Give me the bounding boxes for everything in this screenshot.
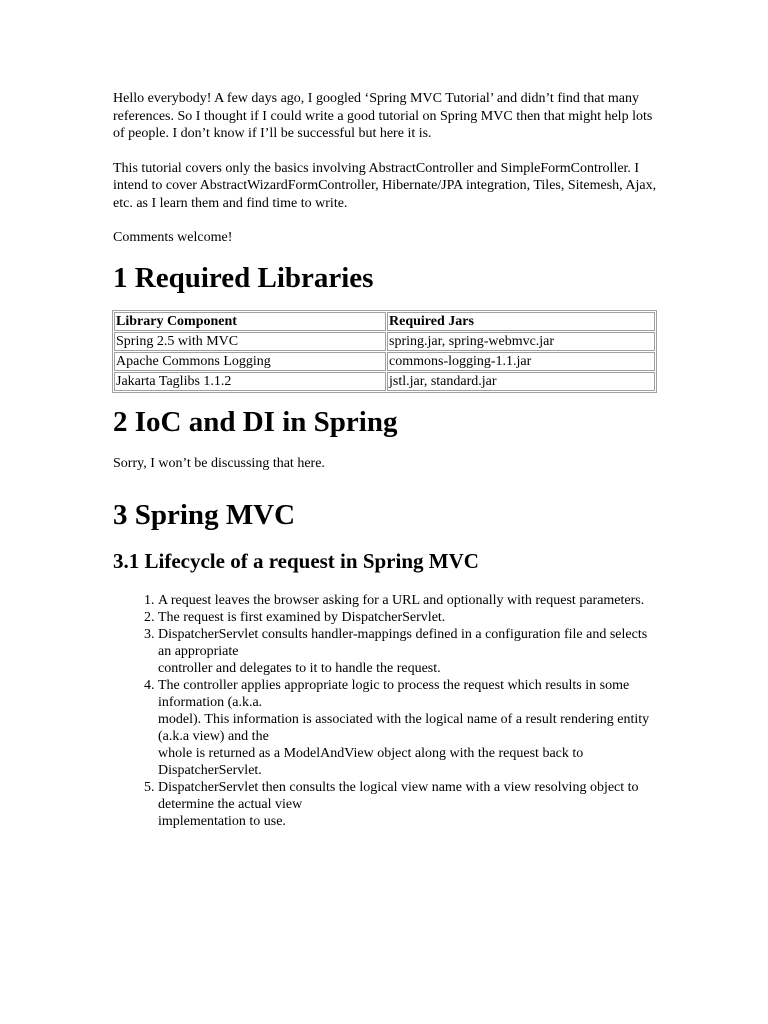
table-cell: Jakarta Taglibs 1.1.2 — [114, 372, 386, 391]
table-row — [114, 372, 655, 391]
list-item-text: A request leaves the browser asking for a URL and optionally with request parameters. — [158, 593, 645, 608]
list-item — [158, 626, 658, 677]
list-item — [158, 609, 658, 626]
libraries-table — [112, 310, 657, 393]
table-cell: commons-logging-1.1.jar — [387, 352, 655, 371]
lifecycle-list — [113, 592, 658, 830]
heading-ioc-di: 2 IoC and DI in Spring — [113, 405, 398, 438]
table-header-cell: Required Jars — [387, 312, 655, 331]
table-cell: Apache Commons Logging — [114, 352, 386, 371]
list-item — [158, 592, 658, 609]
heading-spring-mvc: 3 Spring MVC — [113, 499, 296, 531]
table-cell: jstl.jar, standard.jar — [387, 372, 655, 391]
list-item-text: DispatcherServlet then consults the logical view name with a view resolving object to determine the actual view — [158, 780, 639, 812]
list-item-text: The request is first examined by DispatcherServlet. — [158, 610, 446, 625]
ioc-paragraph: Sorry, I won’t be discussing that here. — [113, 455, 325, 471]
intro-paragraph-2: This tutorial covers only the basics involving AbstractController and SimpleFormController. I intend to cover AbstractWizardFormController, Hibernate/JPA integration, Tiles, Sitemesh, Ajax, etc. as I learn them and find time to write. — [113, 160, 657, 211]
document-page — [113, 90, 658, 830]
intro-paragraph-1: Hello everybody! A few days ago, I googled ‘Spring MVC Tutorial’ and didn’t find that many references. So I thought if I could write a good tutorial on Spring MVC then that might help lots of people. I don’t know if I’ll be successful but here it is. — [113, 91, 653, 141]
list-item — [158, 779, 658, 830]
table-header-cell: Library Component — [114, 312, 386, 331]
intro-paragraph-3: Comments welcome! — [113, 230, 233, 245]
list-item-text: implementation to use. — [158, 814, 286, 829]
list-item-text: The controller applies appropriate logic to process the request which results in some information (a.k.a. — [158, 678, 630, 710]
table-row — [114, 332, 655, 351]
list-item-text: model). This information is associated with the logical name of a result rendering entity (a.k.a view) and the — [158, 712, 650, 744]
list-item — [158, 677, 658, 779]
list-item-text: whole is returned as a ModelAndView object along with the request back to DispatcherServlet. — [158, 746, 584, 778]
table-cell: spring.jar, spring-webmvc.jar — [387, 332, 655, 351]
list-item-text: controller and delegates to it to handle the request. — [158, 661, 441, 676]
table-header-row — [114, 312, 655, 331]
list-item-text: DispatcherServlet consults handler-mappings defined in a configuration file and selects an appropriate — [158, 627, 648, 659]
heading-required-libraries: 1 Required Libraries — [113, 261, 374, 294]
heading-request-lifecycle: 3.1 Lifecycle of a request in Spring MVC — [113, 549, 479, 573]
table-row — [114, 352, 655, 371]
table-cell: Spring 2.5 with MVC — [114, 332, 386, 351]
